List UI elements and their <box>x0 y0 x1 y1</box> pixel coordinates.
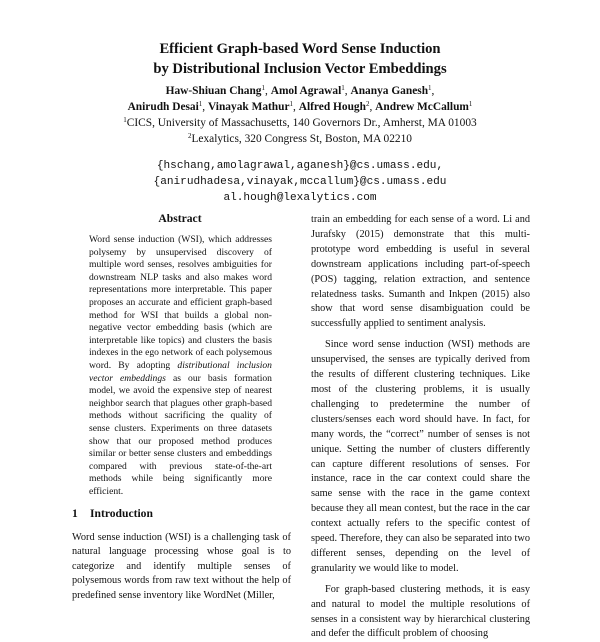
email-block <box>0 158 600 206</box>
author-name: Andrew McCallum <box>375 101 469 113</box>
separator: , <box>369 101 376 113</box>
affiliation-mark: 1 <box>198 100 203 108</box>
email-line: al.hough@lexalytics.com <box>223 192 377 204</box>
separator: , <box>293 101 299 113</box>
affiliation-mark: 1 <box>468 100 473 108</box>
abstract-heading: Abstract <box>158 212 202 225</box>
text: Since word sense induction (WSI) methods are unsupervised, the senses are typically derived from the results of different clustering techniques. Like most of the clustering problems, it is usually challenging to predetermine the number of clusters/senses each word should have. In fact, for many words, the “correct” number of senses is not unique. Setting the number of clusters differently can capture different resolutions of senses. For instance, <box>311 339 530 485</box>
email-line: {anirudhadesa,vinayak,mccallum}@cs.umass.edu <box>153 176 447 188</box>
paper-title-line-2: by Distributional Inclusion Vector Embeddings <box>153 61 447 77</box>
intro-paragraph-left: Word sense induction (WSI) is a challenging task of natural language processing whose goal is to categorize and identify multiple senses of polysemous words from raw text without the help of predefined sense inventory like WordNet (Miller, <box>72 532 291 601</box>
abstract-text: as our basis formation model, we avoid the expensive step of nearest neighbor search that plagues other graph-based methods without sacrificing the quality of sense clusters. Experiments on three datasets show that our proposed method produces similar or better sense clusters and embeddings compared with previous state-of-the-art methods while being significantly more efficient. <box>89 372 272 497</box>
section-title: Introduction <box>90 507 153 520</box>
author-name: Vinayak Mathur <box>208 101 290 113</box>
text: in the <box>429 488 470 500</box>
text: in the <box>488 503 517 515</box>
author-line-1 <box>0 84 600 100</box>
affiliation-mark: 1 <box>261 84 266 92</box>
separator: , <box>202 101 208 113</box>
affiliation-mark: 2 <box>365 100 370 108</box>
affiliation-mark: 1 <box>341 84 345 92</box>
example-word: race <box>410 488 430 500</box>
example-word: race <box>469 503 489 515</box>
text: in the <box>371 473 408 485</box>
author-name: Anirudh Desai <box>127 101 199 113</box>
affiliation-mark: 2 <box>187 132 192 140</box>
right-paragraph-2 <box>311 338 530 577</box>
section-heading-introduction <box>72 507 153 520</box>
affiliation-mark: 1 <box>289 100 294 108</box>
author-name: Ananya Ganesh <box>350 85 429 97</box>
email-line: {hschang,amolagrawal,aganesh}@cs.umass.edu, <box>156 160 444 172</box>
example-word: car <box>407 473 422 485</box>
text: context could share the same sense with the <box>311 473 530 500</box>
separator: , <box>265 85 271 97</box>
affiliation-mark: 1 <box>123 116 127 124</box>
text: context actually refers to the specific contest of speed. Therefore, they can also be separated into two different senses, depending on the level of granularity we would like to model. <box>311 518 530 574</box>
abstract-text: Word sense induction (WSI), which addresses polysemy by unsupervised discovery of multiple word senses, resolves ambiguities for downstream NLP tasks and also makes word representations more interpretable. This paper proposes an accurate and efficient graph-based method for WSI that builds a global non-negative vector embedding basis (which are interpretable like topics) and clusters the basis indexes in the ego network of each polysemous word. By adopting <box>89 234 272 371</box>
section-number: 1 <box>72 507 78 520</box>
abstract-emphasis: distributional inclusion vector embeddings <box>89 359 272 384</box>
affiliation-mark: 1 <box>428 84 432 92</box>
separator: , <box>344 85 351 97</box>
abstract-body <box>89 234 272 498</box>
paper-title-line-1: Efficient Graph-based Word Sense Induction <box>159 41 441 57</box>
right-paragraph-1: train an embedding for each sense of a word. Li and Jurafsky (2015) demonstrate that this multi-prototype word embedding is useful in several downstream applications including part-of-speech (POS) tagging, relation extraction, and sentence relatedness tasks. Sumanth and Inkpen (2015) also show that word sense disambiguation could be successfully applied to sentiment analysis. <box>311 214 530 330</box>
author-name: Alfred Hough <box>298 101 366 113</box>
author-line-2 <box>0 100 600 116</box>
example-word: car <box>516 503 531 515</box>
affiliation-text: CICS, University of Massachusetts, 140 Governors Dr., Amherst, MA 01003 <box>126 117 477 129</box>
text: context because they all mean contest, but the <box>311 488 531 515</box>
affiliation-text: Lexalytics, 320 Congress St, Boston, MA 02210 <box>191 133 413 145</box>
author-name: Haw-Shiuan Chang <box>165 85 262 97</box>
right-column <box>311 213 530 642</box>
author-name: Amol Agrawal <box>270 85 342 97</box>
right-paragraph-3: For graph-based clustering methods, it is easy and natural to model the multiple resolutions of senses in a consistent way by hierarchical clustering and defer the difficult problem of choosing <box>311 583 530 640</box>
separator: , <box>431 85 435 97</box>
example-word: race <box>352 473 372 485</box>
affiliation-2 <box>0 132 600 148</box>
example-word: game <box>469 488 494 500</box>
affiliation-1 <box>0 116 600 132</box>
